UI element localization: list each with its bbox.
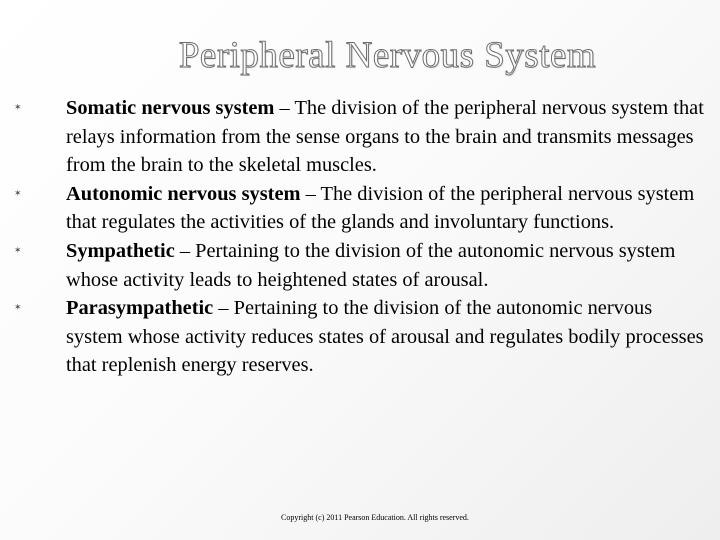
bullet-definition: – The division of the peripheral nervous system that relays information from the sense organs to the brain and transmits messages from the brain to the skeletal muscles. xyxy=(66,97,704,177)
bullet-term: Autonomic nervous system xyxy=(66,182,301,205)
bullet-glyph-icon: ✶ xyxy=(14,303,22,314)
bullet-definition: – The division of the peripheral nervous system that regulates the activities of the glands and involuntary functions. xyxy=(66,182,695,234)
bullet-item-somatic xyxy=(14,94,711,180)
bullet-glyph-icon: ✶ xyxy=(14,245,22,256)
slide-title: Peripheral Nervous System xyxy=(178,35,597,76)
bullet-glyph-icon: ✶ xyxy=(14,188,22,199)
bullet-item-parasympathetic xyxy=(14,294,711,380)
bullet-term: Sympathetic xyxy=(66,239,175,262)
bullet-glyph-icon: ✶ xyxy=(14,103,22,113)
bullet-list xyxy=(14,94,711,380)
bullet-definition: – Pertaining to the division of the autonomic nervous system whose activity reduces states of arousal and regulates bodily processes that replenish energy reserves. xyxy=(66,297,704,377)
bullet-term: Parasympathetic xyxy=(66,297,214,320)
bullet-item-sympathetic xyxy=(14,237,711,294)
bullet-term: Somatic nervous system xyxy=(66,97,275,119)
bullet-definition: – Pertaining to the division of the autonomic nervous system whose activity leads to heightened states of arousal. xyxy=(66,239,676,291)
copyright-footer: Copyright (c) 2011 Pearson Education. All rights reserved. xyxy=(281,513,469,522)
bullet-item-autonomic xyxy=(14,180,711,237)
